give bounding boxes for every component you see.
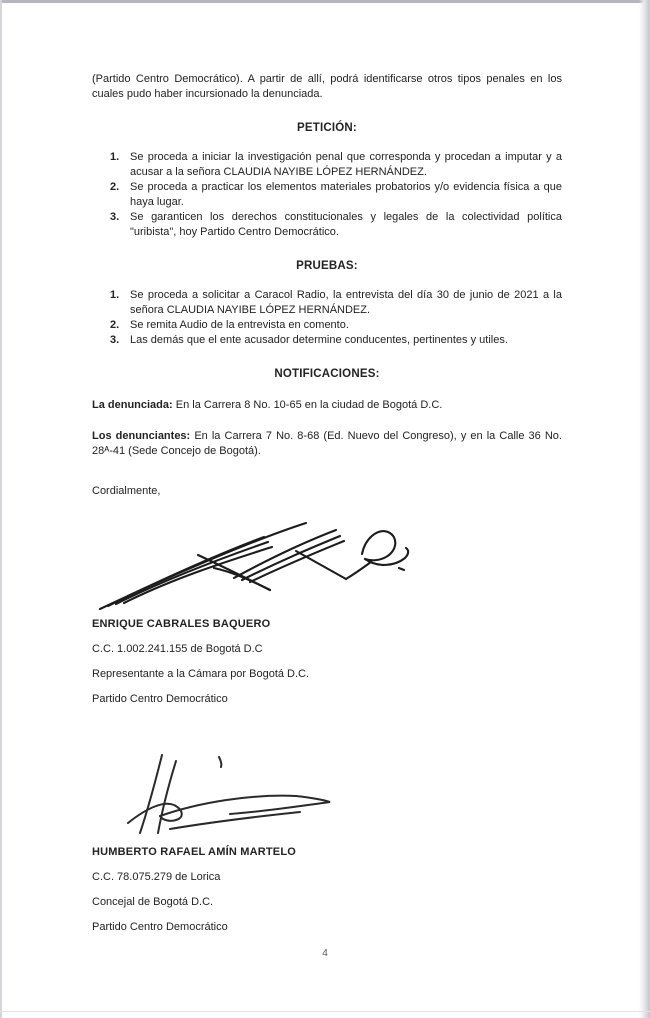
intro-paragraph: (Partido Centro Democrático). A partir de allí, podrá identificarse otros tipos penales en los cuales pudo haber incursionado la denunciada. xyxy=(92,73,562,100)
list-item xyxy=(110,333,562,348)
list-item-text: Se proceda a iniciar la investigación penal que corresponda y procedan a imputar y a acusar a la señora CLAUDIA NAYIBE LÓPEZ HERNÁNDEZ. xyxy=(130,151,562,178)
pruebas-list xyxy=(110,288,562,348)
list-item-text: Se proceda a solicitar a Caracol Radio, la entrevista del día 30 de junio de 2021 a la señora CLAUDIA NAYIBE LÓPEZ HERNÁNDEZ. xyxy=(130,289,562,316)
signature-humberto-amin xyxy=(100,751,350,841)
peticion-heading: PETICIÓN: xyxy=(297,122,357,134)
denunciantes-paragraph xyxy=(92,429,562,459)
list-item-text: Se proceda a practicar los elementos materiales probatorios y/o evidencia física a que haya lugar. xyxy=(130,181,562,208)
signer1-role: Representante a la Cámara por Bogotá D.C. xyxy=(92,668,310,680)
signer1-party: Partido Centro Democrático xyxy=(92,693,228,705)
pruebas-heading: PRUEBAS: xyxy=(296,260,358,272)
list-item-text: Las demás que el ente acusador determine conducentes, pertinentes y utiles. xyxy=(130,334,508,346)
denunciantes-text: En la Carrera 7 No. 8-68 (Ed. Nuevo del Congreso), y en la Calle 36 No. 28ᴬ-41 (Sede Concejo de Bogotá). xyxy=(92,430,562,457)
signer2-role: Concejal de Bogotá D.C. xyxy=(92,896,214,908)
list-item-number: 1. xyxy=(110,151,120,163)
signer1-name: ENRIQUE CABRALES BAQUERO xyxy=(92,618,271,630)
list-item-number: 3. xyxy=(110,334,120,346)
list-item xyxy=(110,318,562,333)
peticion-list xyxy=(110,150,562,240)
list-item xyxy=(110,288,562,318)
signer2-party: Partido Centro Democrático xyxy=(92,921,228,933)
page-edge-bottom xyxy=(0,1011,650,1012)
list-item xyxy=(110,180,562,210)
signer2-id: C.C. 78.075.279 de Lorica xyxy=(92,871,221,883)
denunciantes-label: Los denunciantes: xyxy=(92,430,191,442)
closing-line: Cordialmente, xyxy=(92,485,161,497)
notificaciones-heading: NOTIFICACIONES: xyxy=(274,368,380,380)
denunciada-text: En la Carrera 8 No. 10-65 en la ciudad de Bogotá D.C. xyxy=(175,399,443,411)
list-item-number: 2. xyxy=(110,181,120,193)
list-item-number: 2. xyxy=(110,319,120,331)
list-item-number: 1. xyxy=(110,289,120,301)
denunciada-paragraph xyxy=(92,398,562,413)
list-item xyxy=(110,150,562,180)
list-item xyxy=(110,210,562,240)
signer1-id: C.C. 1.002.241.155 de Bogotá D.C xyxy=(92,643,263,655)
list-item-text: Se remita Audio de la entrevista en comento. xyxy=(130,319,349,331)
signature-enrique-cabrales xyxy=(94,517,416,613)
denunciada-label: La denunciada: xyxy=(92,399,173,411)
signer2-name: HUMBERTO RAFAEL AMÍN MARTELO xyxy=(92,846,297,858)
list-item-number: 3. xyxy=(110,211,120,223)
page-number: 4 xyxy=(322,948,328,959)
list-item-text: Se garanticen los derechos constitucionales y legales de la colectividad política "uribista", hoy Partido Centro Democrático. xyxy=(130,211,562,238)
